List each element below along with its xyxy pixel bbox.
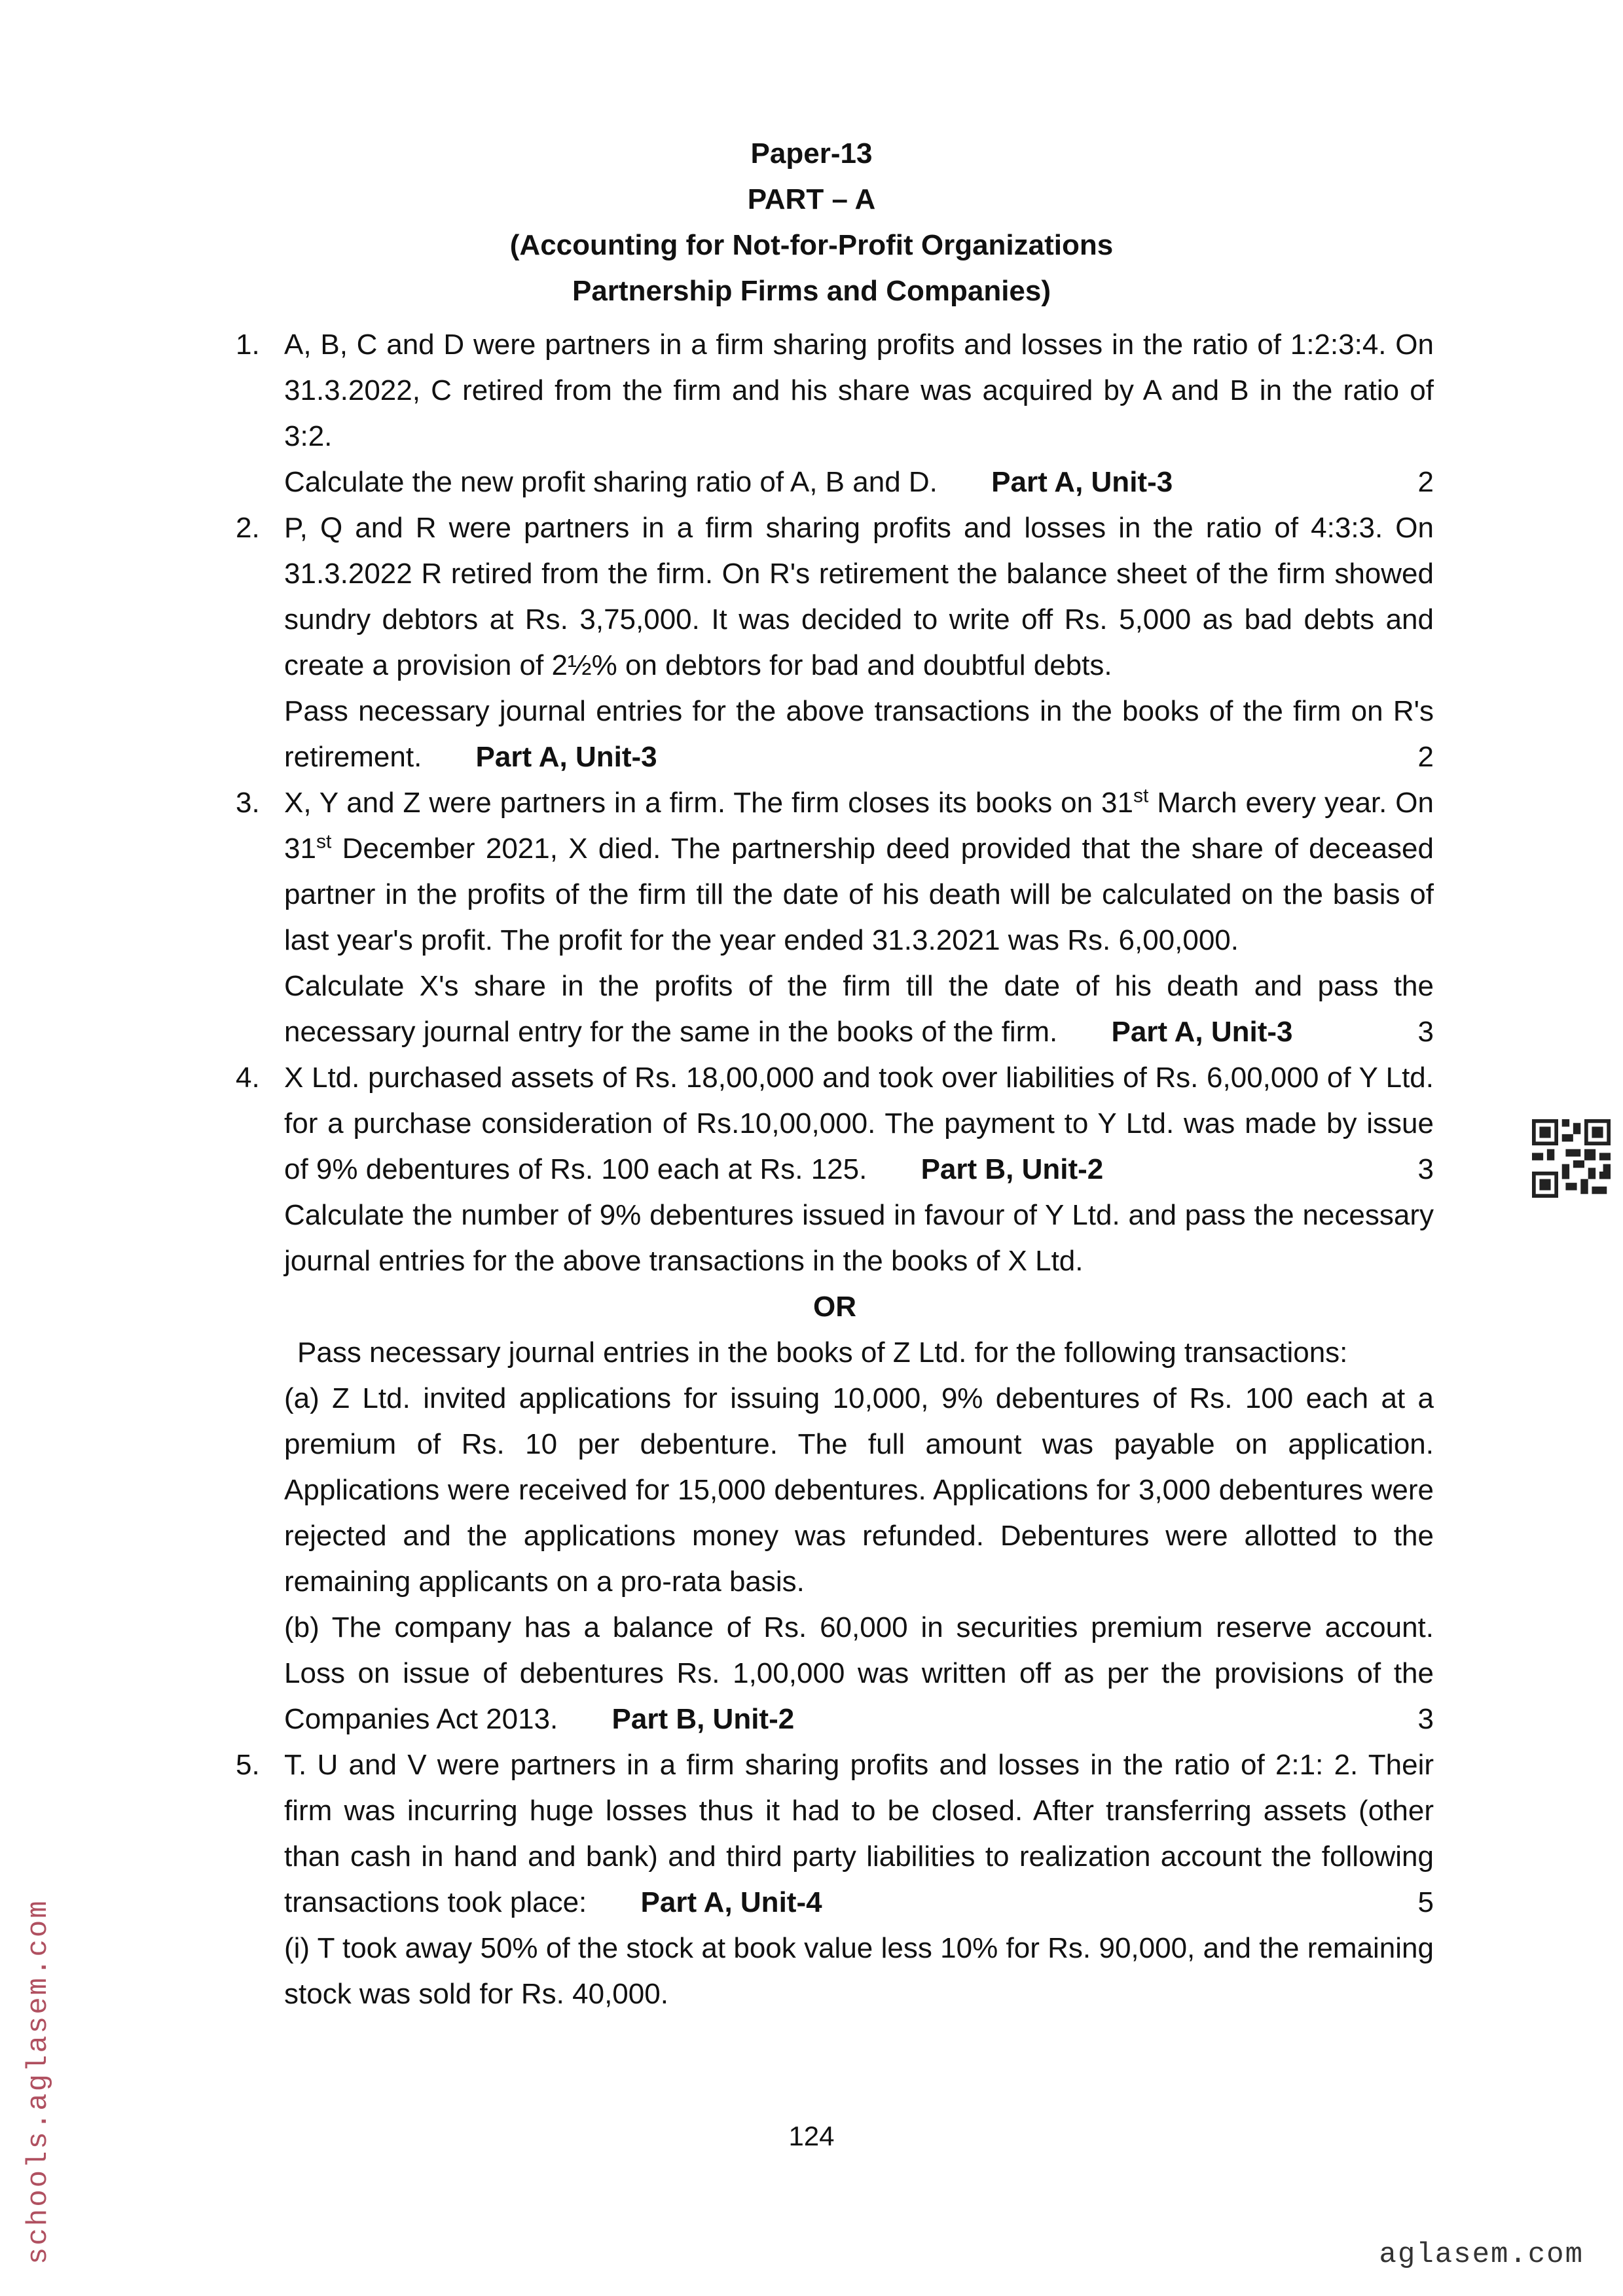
question-4 (236, 1055, 1434, 1742)
question-instruction-line (284, 689, 1434, 780)
question-text: T. U and V were partners in a firm sharing profits and losses in the ratio of 2:1: 2. Their firm was incurring huge losses thus it had to be closed. After transferring assets (other than cash in hand and bank) and third party liabilities to realization account the following transactions took place: (284, 1749, 1434, 1918)
paper-header (0, 131, 1623, 314)
question-text: A, B, C and D were partners in a firm sharing profits and losses in the ratio of 1:2:3:4. On 31.3.2022, C retired from the firm and his share was acquired by A and B in the ratio of 3:2. (284, 329, 1434, 452)
section-subtitle-2: Partnership Firms and Companies) (572, 275, 1051, 307)
question-instruction: Calculate X's share in the profits of the firm till the date of his death and pass the necessary journal entry for the same in the books of the firm. (284, 970, 1434, 1048)
text-part: March every year. On 31 (284, 787, 1434, 865)
question-3 (236, 780, 1434, 1055)
question-instruction: Calculate the new profit sharing ratio of A, B and D. (284, 466, 938, 498)
superscript: st (316, 831, 332, 853)
question-text: X Ltd. purchased assets of Rs. 18,00,000 and took over liabilities of Rs. 6,00,000 of Y Ltd. for a purchase consideration of Rs.10,00,000. The payment to Y Ltd. was made by issue of 9% debentures of Rs. 100 each at Rs. 125. (284, 1062, 1434, 1185)
unit-reference: Part A, Unit-3 (475, 741, 657, 773)
question-5 (236, 1742, 1434, 2017)
corner-watermark: aglasem.com (1379, 2238, 1584, 2271)
unit-reference: Part B, Unit-2 (611, 1703, 795, 1735)
part-title: PART – A (747, 183, 876, 215)
marks: 3 (1417, 1016, 1434, 1048)
unit-reference: Part B, Unit-2 (921, 1153, 1104, 1185)
question-number: 1. (236, 329, 260, 361)
page-number: 124 (788, 2121, 835, 2151)
alternative-part-a: (a) Z Ltd. invited applications for issuing 10,000, 9% debentures of Rs. 100 each at a premium of Rs. 10 per debenture. The full amount was payable on application. Applications were received for 15,000 debentures. Applications for 3,000 debentures were rejected and the applications money was refunded. Debentures were allotted to the remaining applicants on a pro-rata basis. (284, 1382, 1434, 1598)
unit-reference: Part A, Unit-3 (991, 466, 1173, 498)
question-instruction: Pass necessary journal entries for the above transactions in the books of the firm on R's retirement. (284, 695, 1434, 773)
alternative-intro: Pass necessary journal entries in the books of Z Ltd. for the following transactions: (297, 1336, 1348, 1369)
marks: 5 (1417, 1886, 1434, 1918)
marks: 3 (1417, 1153, 1434, 1185)
question-number: 3. (236, 787, 260, 819)
question-item-i: (i) T took away 50% of the stock at book value less 10% for Rs. 90,000, and the remaining stock was sold for Rs. 40,000. (284, 1932, 1434, 2010)
marks: 2 (1417, 466, 1434, 498)
alternative-part-b-line (284, 1605, 1434, 1742)
superscript: st (1133, 785, 1149, 807)
question-text (284, 780, 1434, 963)
marks: 3 (1417, 1703, 1434, 1735)
question-text-line (284, 1742, 1434, 1926)
marks: 2 (1417, 741, 1434, 773)
text-part: X, Y and Z were partners in a firm. The firm closes its books on 31 (284, 787, 1133, 819)
question-text: P, Q and R were partners in a firm sharing profits and losses in the ratio of 4:3:3. On 31.3.2022 R retired from the firm. On R's retirement the balance sheet of the firm showed sundry debtors at Rs. 3,75,000. It was decided to write off Rs. 5,000 as bad debts and create a provision of 2½% on debtors for bad and doubtful debts. (284, 512, 1434, 681)
alternative-part-b: (b) The company has a balance of Rs. 60,000 in securities premium reserve account. Loss on issue of debentures Rs. 1,00,000 was written off as per the provisions of the Companies Act 2013. (284, 1611, 1434, 1735)
question-instruction-line (284, 459, 1434, 505)
paper-title: Paper-13 (750, 137, 873, 170)
question-number: 5. (236, 1749, 260, 1781)
side-watermark: schools.aglasem.com (22, 1899, 55, 2265)
questions-list (236, 322, 1434, 2017)
text-part: December 2021, X died. The partnership deed provided that the share of deceased partner in the profits of the firm till the date of his death will be calculated on the basis of last year's profit. The profit for the year ended 31.3.2021 was Rs. 6,00,000. (284, 833, 1434, 956)
unit-reference: Part A, Unit-4 (640, 1886, 822, 1918)
question-text-line (284, 1055, 1434, 1193)
unit-reference: Part A, Unit-3 (1111, 1016, 1293, 1048)
question-number: 4. (236, 1062, 260, 1094)
question-number: 2. (236, 512, 260, 544)
question-instruction-line (284, 963, 1434, 1055)
question-2 (236, 505, 1434, 780)
question-instruction: Calculate the number of 9% debentures issued in favour of Y Ltd. and pass the necessary journal entries for the above transactions in the books of X Ltd. (284, 1199, 1434, 1277)
section-subtitle-1: (Accounting for Not-for-Profit Organizations (509, 229, 1114, 261)
question-1 (236, 322, 1434, 505)
or-separator: OR (813, 1291, 856, 1323)
qr-code-icon (1532, 1119, 1611, 1198)
